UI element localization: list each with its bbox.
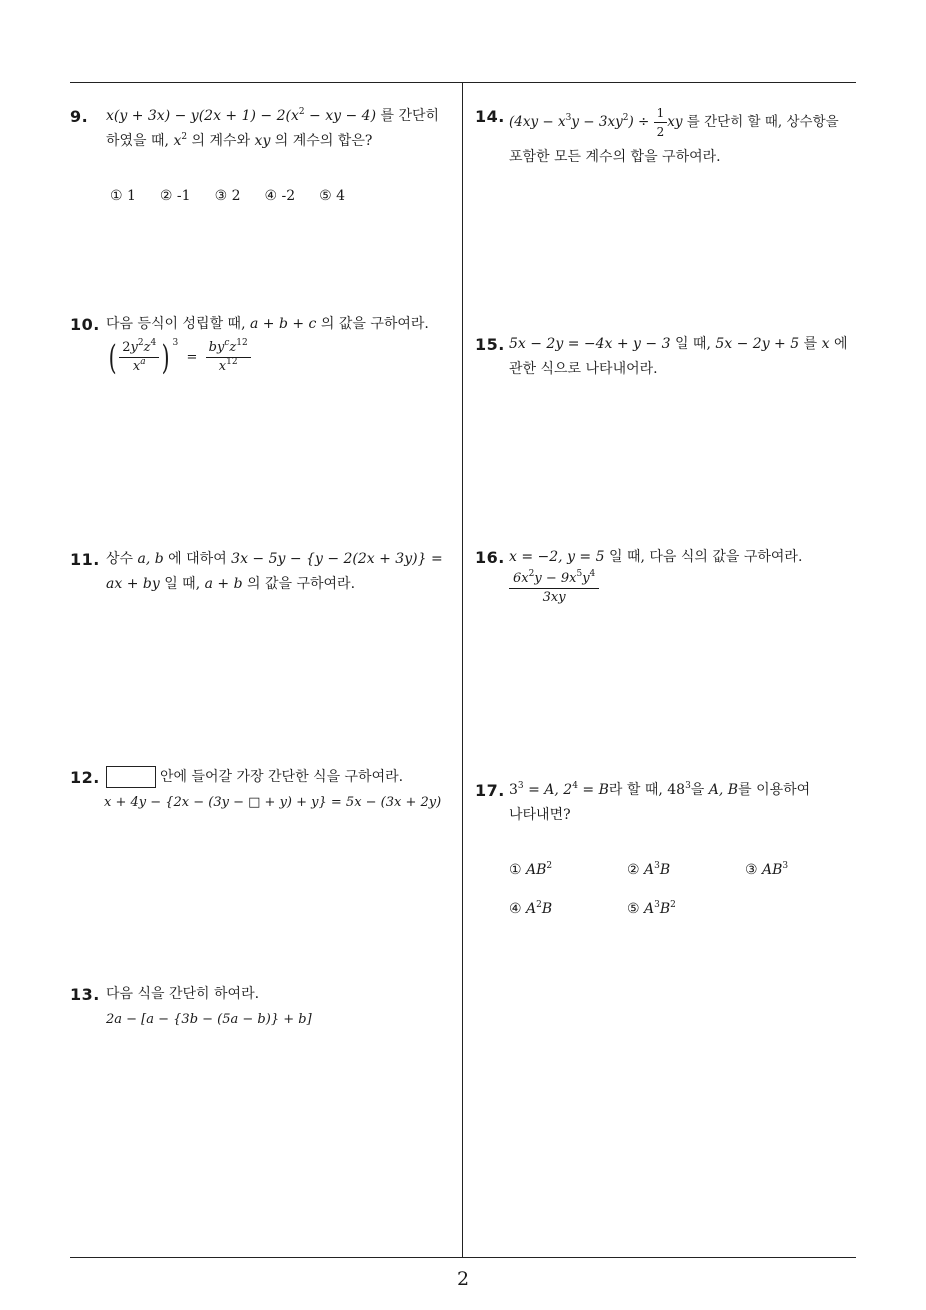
question-9 (70, 104, 460, 209)
question-16-fraction: $\frac{6x^2y - 9x^5y^4}{3xy}$ (509, 570, 860, 607)
question-15-line1: 5x − 2y = −4x + y − 3 일 때, 5x − 2y + 5 를 x 에 (509, 336, 848, 352)
question-14-line1: $(4xy - x^3y - 3xy^2)$ ÷ $\frac{1}{2}$ xy 를 간단히 할 때, 상수항을 (509, 106, 839, 139)
question-11-line1: 상수 a, b 에 대하여 3x − 5y − {y − 2(2x + 3y)} = (106, 551, 443, 567)
choice-4[interactable]: ④ $A^2B$ (509, 900, 553, 917)
question-number: 10. (70, 315, 100, 334)
top-rule (70, 82, 856, 83)
question-17-line2: 나타내면? (509, 807, 571, 823)
question-11-line2: ax + by 일 때, a + b 의 값을 구하여라. (106, 576, 356, 592)
question-13-expression: 2a − [a − {3b − (5a − b)} + b] (106, 1012, 312, 1027)
choice-2[interactable]: ② -1 (159, 188, 191, 204)
choice-1[interactable]: ① $AB^2$ (509, 861, 553, 878)
question-number: 16. (475, 548, 505, 567)
question-9-line2: 하였을 때, $x^2$ 의 계수와 xy 의 계수의 합은? (106, 132, 373, 149)
question-10 (70, 312, 460, 376)
question-12-line1: 안에 들어갈 가장 간단한 식을 구하여라. (106, 765, 460, 790)
column-divider (462, 82, 463, 1258)
question-14-line2: 포함한 모든 계수의 합을 구하여라. (509, 149, 721, 165)
question-number: 14. (475, 107, 505, 126)
bottom-rule (70, 1257, 856, 1258)
question-10-equation: ( $\frac{2y^2z^4}{x^a}$ ) $^3$ = $\frac{by^cz^{12}}{x^{12}}$ (106, 339, 460, 376)
question-10-line1: 다음 등식이 성립할 때, a + b + c 의 값을 구하여라. (106, 316, 429, 332)
choice-4[interactable]: ④ -2 (264, 188, 296, 204)
question-11 (70, 547, 460, 597)
question-number: 11. (70, 550, 100, 569)
question-12-equation: x + 4y − {2x − (3y − □ + y) + y} = 5x − (3x + 2y) (104, 795, 442, 810)
question-15-line2: 관한 식으로 나타내어라. (509, 361, 658, 377)
choice-1[interactable]: ① 1 (110, 188, 136, 204)
answer-choices (509, 858, 860, 922)
choice-3[interactable]: ③ 2 (214, 188, 241, 204)
question-number: 17. (475, 781, 505, 800)
question-15 (475, 332, 860, 382)
question-number: 13. (70, 985, 100, 1004)
choice-5[interactable]: ⑤ $A^3B^2$ (627, 900, 676, 917)
blank-box (106, 766, 156, 788)
choice-3[interactable]: ③ $AB^3$ (745, 861, 789, 878)
question-number: 9. (70, 107, 89, 126)
question-9-line1: $x(y + 3x) - y(2x + 1) - 2(x^2$ − xy − 4) 를 간단히 (106, 107, 440, 124)
question-13 (70, 982, 460, 1032)
question-number: 12. (70, 768, 100, 787)
question-13-line1: 다음 식을 간단히 하여라. (106, 986, 260, 1002)
choice-5[interactable]: ⑤ 4 (319, 188, 346, 204)
question-16-line1: x = −2, y = 5 일 때, 다음 식의 값을 구하여라. (509, 549, 803, 565)
choice-2[interactable]: ② $A^3B$ (627, 861, 671, 878)
question-12 (70, 765, 460, 815)
question-16 (475, 545, 860, 607)
answer-choices (110, 184, 460, 209)
question-17-line1: $3^3 = A$, $2^4 = B$라 할 때, $48^3$을 A, B를 이용하여 (509, 781, 811, 798)
question-14 (475, 104, 860, 170)
question-number: 15. (475, 335, 505, 354)
page-number: 2 (456, 1268, 470, 1290)
question-17 (475, 778, 860, 922)
